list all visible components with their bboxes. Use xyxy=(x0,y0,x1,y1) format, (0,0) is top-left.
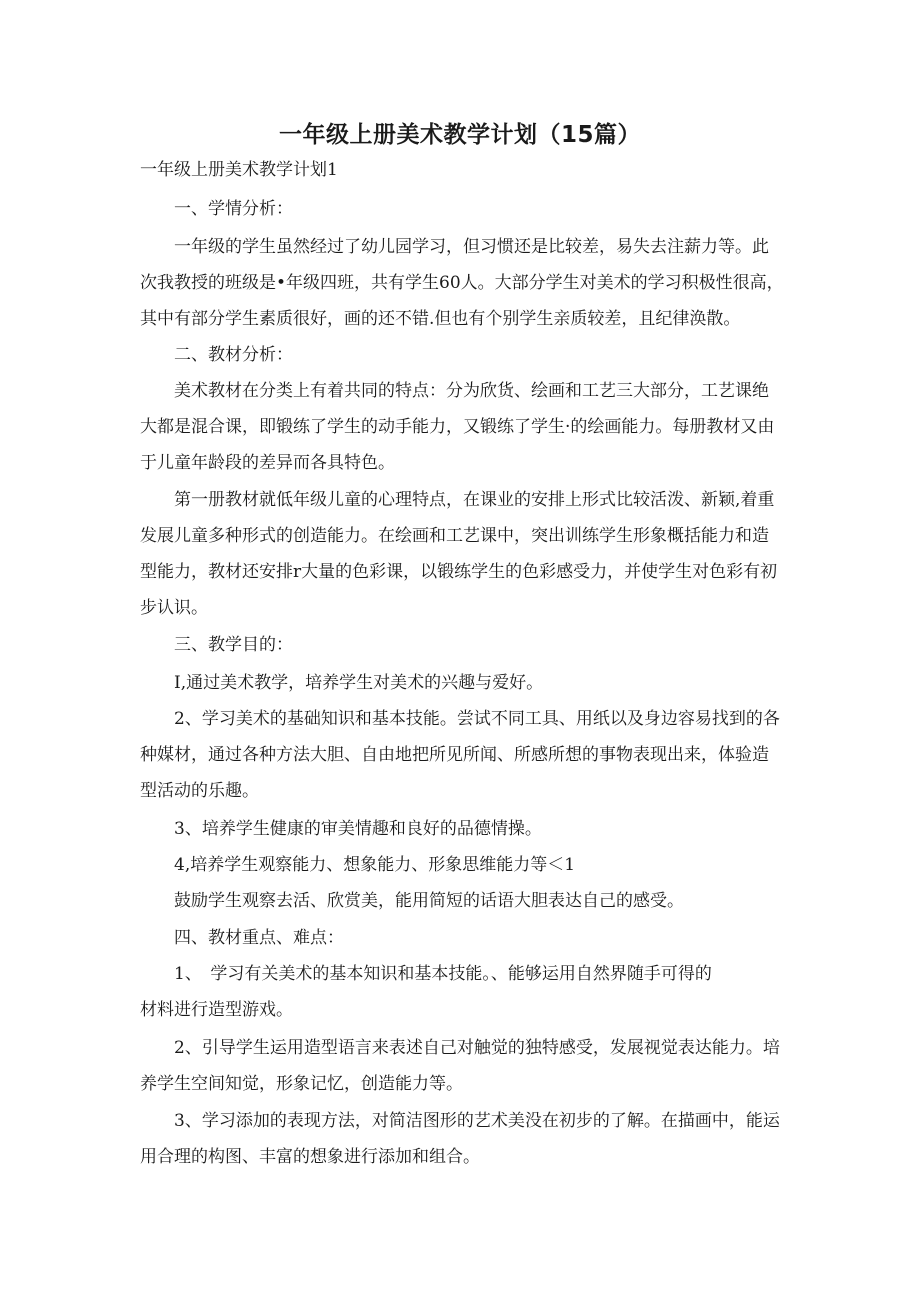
paragraph-line: 2、引导学生运用造型语言来表述自己对触觉的独特感受，发展视觉表达能力。培 xyxy=(174,1038,780,1058)
paragraph-line: 大都是混合课，即锻练了学生的动手能力，又锻练了学生·的绘画能力。每册教材又由 xyxy=(140,417,775,437)
paragraph-line: 3、学习添加的表现方法，对简洁图形的艺术美没在初步的了解。在描画中，能运 xyxy=(174,1111,780,1131)
paragraph-line: 美术教材在分类上有着共同的特点：分为欣货、绘画和工艺三大部分，工艺课绝 xyxy=(174,381,769,401)
heading-textbook-analysis: 二、教材分析： xyxy=(174,345,293,365)
section-subtitle: 一年级上册美术教学计划1 xyxy=(140,160,338,180)
paragraph-line: 发展儿童多种形式的创造能力。在绘画和工艺课中，突出训练学生形象概括能力和造 xyxy=(140,526,769,546)
heading-student-analysis: 一、学情分析： xyxy=(174,199,293,219)
paragraph-line: 用合理的构图、丰富的想象进行添加和组合。 xyxy=(140,1147,480,1167)
paragraph-line: 1、 学习有关美术的基本知识和基本技能。、能够运用自然界随手可得的 xyxy=(174,964,712,984)
paragraph-line: 型能力，教材还安排r大量的色彩课，以锻练学生的色彩感受力，并使学生对色彩有初 xyxy=(140,562,778,582)
paragraph-line: I,通过美术教学，培养学生对美术的兴趣与爱好。 xyxy=(174,673,544,693)
paragraph-line: 一年级的学生虽然经过了幼儿园学习，但习惯还是比较差，易失去注薪力等。此 xyxy=(174,237,769,257)
page-title: 一年级上册美术教学计划（15篇） xyxy=(278,122,641,148)
paragraph-line: 4,培养学生观察能力、想象能力、形象思维能力等＜1 xyxy=(174,855,576,875)
paragraph-line: 种媒材，通过各种方法大胆、自由地把所见所闻、所感所想的事物表现出来，体验造 xyxy=(140,745,769,765)
paragraph-line: 3、培养学生健康的审美情趣和良好的品德情操。 xyxy=(174,819,542,839)
heading-teaching-goals: 三、教学目的： xyxy=(174,635,293,655)
paragraph-line: 材料进行造型游戏。 xyxy=(140,1000,293,1020)
paragraph-line: 第一册教材就低年级儿童的心理特点，在课业的安排上形式比较活泼、新颖,着重 xyxy=(174,490,775,510)
paragraph-line: 型活动的乐趣。 xyxy=(140,781,259,801)
paragraph-line: 步认识。 xyxy=(140,598,208,618)
paragraph-line: 养学生空间知觉，形象记忆，创造能力等。 xyxy=(140,1074,463,1094)
paragraph-line: 其中有部分学生素质很好，画的还不错.但也有个别学生亲质较差，且纪律涣散。 xyxy=(140,309,741,329)
paragraph-line: 2、学习美术的基础知识和基本技能。尝试不同工具、用纸以及身边容易找到的各 xyxy=(174,709,780,729)
paragraph-line: 次我教授的班级是•年级四班，共有学生60人。大部分学生对美术的学习积极性很高， xyxy=(140,273,784,293)
paragraph-line: 于儿童年龄段的差异而各具特色。 xyxy=(140,453,395,473)
heading-key-points: 四、教材重点、难点： xyxy=(174,928,344,948)
paragraph-line: 鼓励学生观察去活、欣赏美，能用简短的话语大胆表达自己的感受。 xyxy=(174,891,684,911)
